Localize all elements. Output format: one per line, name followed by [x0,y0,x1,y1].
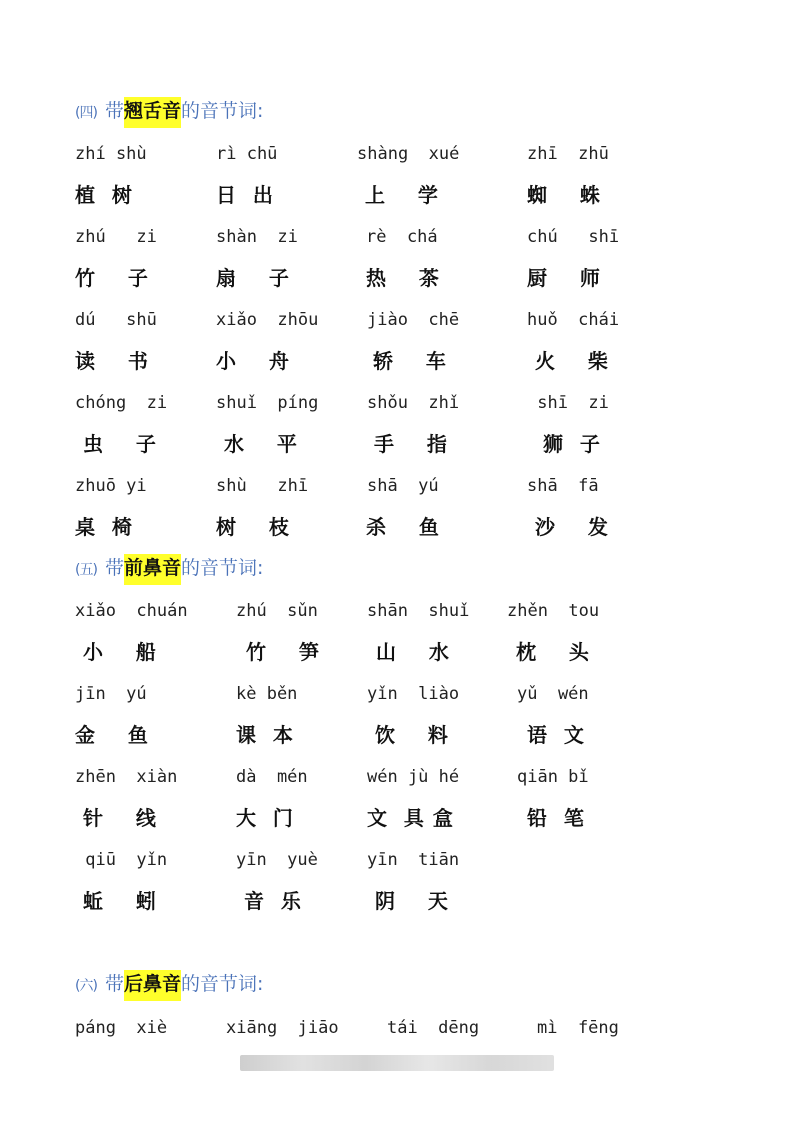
hanzi-cell: 轿 车 [373,349,447,373]
hanzi-cell: 水 平 [216,432,298,456]
section-heading-4 [75,94,263,128]
heading-prefix: 带 [104,973,124,995]
pinyin-cell: zhú zi [75,227,157,247]
pinyin-row [0,679,793,709]
hanzi-cell: 读 书 [75,349,149,373]
pinyin-cell: dà mén [236,767,308,787]
pinyin-cell: zhī zhū [527,144,609,164]
section-marker: (四) [75,105,97,121]
hanzi-cell: 音 乐 [236,889,302,913]
pinyin-cell: rì chū [216,144,278,164]
pinyin-cell: shàn zi [216,227,298,247]
heading-prefix: 带 [104,100,124,122]
pinyin-cell: jiào chē [367,310,460,330]
blurred-footer-watermark [240,1055,554,1071]
pinyin-cell: shī zi [527,393,609,413]
pinyin-cell: zhí shù [75,144,147,164]
pinyin-cell: shù zhī [216,476,309,496]
pinyin-row-cut-off [0,1013,793,1038]
pinyin-cell: xiāng jiāo [226,1018,339,1038]
pinyin-cell: zhēn xiàn [75,767,178,787]
hanzi-cell: 狮 子 [535,432,601,456]
pinyin-cell: yǐn liào [367,684,460,704]
hanzi-cell: 金 鱼 [75,723,149,747]
hanzi-row [0,720,793,750]
hanzi-cell: 扇 子 [216,266,290,290]
pinyin-row [0,139,793,169]
hanzi-cell: 桌 椅 [75,515,133,539]
heading-prefix: 带 [104,557,124,579]
pinyin-cell: zhěn tou [507,601,600,621]
hanzi-cell: 小 舟 [216,349,290,373]
hanzi-row [0,637,793,667]
hanzi-cell: 铅 笔 [527,806,585,830]
pinyin-row [0,596,793,626]
pinyin-cell: rè chá [366,227,438,247]
hanzi-cell: 山 水 [376,640,450,664]
highlighted-term: 前鼻音 [124,554,181,585]
pinyin-cell: chú shī [527,227,620,247]
section-heading-6 [75,967,263,1001]
heading-suffix: 的音节词: [180,557,264,579]
hanzi-cell: 手 指 [366,432,448,456]
pinyin-cell: páng xiè [75,1018,168,1038]
pinyin-cell: jīn yú [75,684,147,704]
hanzi-cell: 厨 师 [527,266,601,290]
hanzi-cell: 日 出 [216,183,274,207]
section-marker: (六) [75,978,97,994]
heading-suffix: 的音节词: [180,973,264,995]
hanzi-row [0,512,793,542]
hanzi-cell: 大 门 [236,806,294,830]
section-heading-5 [75,551,263,585]
pinyin-cell: shān shuǐ [367,601,470,621]
highlighted-term: 后鼻音 [124,970,181,1001]
hanzi-row [0,180,793,210]
pinyin-cell: wén jù hé [367,767,460,787]
pinyin-cell: zhuō yi [75,476,147,496]
pinyin-cell: kè běn [236,684,298,704]
hanzi-cell: 沙 发 [527,515,609,539]
pinyin-cell: yīn tiān [367,850,460,870]
heading-suffix: 的音节词: [180,100,264,122]
hanzi-cell: 竹 笋 [246,640,320,664]
hanzi-cell: 蚯 蚓 [75,889,157,913]
pinyin-row [0,388,793,418]
pinyin-row [0,305,793,335]
hanzi-row [0,429,793,459]
hanzi-cell: 文 具 盒 [367,806,454,830]
hanzi-cell: 蜘 蛛 [527,183,601,207]
hanzi-row [0,263,793,293]
hanzi-cell: 针 线 [75,806,157,830]
hanzi-cell: 火 柴 [527,349,609,373]
pinyin-cell: xiǎo chuán [75,601,188,621]
pinyin-cell: shuǐ píng [216,393,319,413]
hanzi-cell: 语 文 [527,723,585,747]
hanzi-cell: 课 本 [236,723,294,747]
pinyin-cell: tái dēng [387,1018,480,1038]
pinyin-cell: huǒ chái [527,310,620,330]
pinyin-cell: shǒu zhǐ [367,393,460,413]
pinyin-cell: yīn yuè [236,850,318,870]
hanzi-cell: 饮 料 [367,723,449,747]
pinyin-cell: mì fēng [537,1018,619,1038]
pinyin-cell: dú shū [75,310,157,330]
pinyin-cell: zhú sǔn [236,601,318,621]
hanzi-cell: 竹 子 [75,266,149,290]
pinyin-row [0,845,793,875]
hanzi-cell: 上 学 [365,183,439,207]
section-marker: (五) [75,562,97,578]
hanzi-cell: 热 茶 [366,266,440,290]
hanzi-row [0,346,793,376]
hanzi-cell: 植 树 [75,183,133,207]
pinyin-cell: shā yú [367,476,439,496]
hanzi-cell: 树 枝 [216,515,290,539]
hanzi-row [0,886,793,916]
pinyin-cell: qiū yǐn [75,850,168,870]
pinyin-cell: chóng zi [75,393,168,413]
hanzi-cell: 阴 天 [367,889,449,913]
pinyin-cell: shàng xué [357,144,460,164]
hanzi-cell: 枕 头 [516,640,590,664]
pinyin-cell: shā fā [527,476,599,496]
pinyin-row [0,222,793,252]
highlighted-term: 翘舌音 [124,97,181,128]
hanzi-cell: 小 船 [75,640,157,664]
hanzi-row [0,803,793,833]
pinyin-row [0,762,793,792]
hanzi-cell: 虫 子 [75,432,157,456]
pinyin-cell: xiǎo zhōu [216,310,319,330]
hanzi-cell: 杀 鱼 [366,515,440,539]
pinyin-cell: yǔ wén [517,684,589,704]
pinyin-cell: qiān bǐ [517,767,589,787]
pinyin-row [0,471,793,501]
